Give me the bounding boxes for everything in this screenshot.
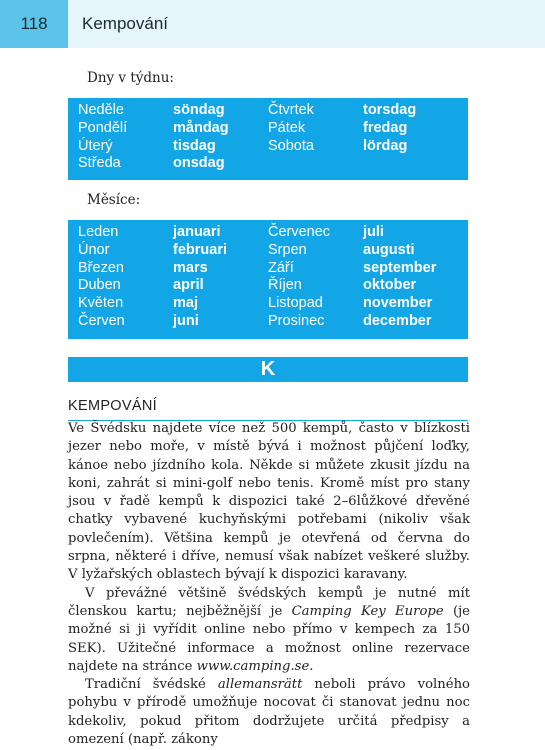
czech-term: Středa — [78, 155, 121, 172]
swedish-term: januari — [173, 224, 221, 240]
swedish-term: december — [363, 312, 432, 329]
czech-term: Duben — [78, 277, 121, 294]
running-title: Kempování — [82, 14, 168, 33]
swedish-term: februari — [173, 241, 227, 258]
swedish-term: augusti — [363, 241, 415, 258]
czech-term: Úterý — [78, 137, 113, 154]
czech-term: Červenec — [268, 224, 331, 240]
czech-term: Neděle — [78, 102, 124, 118]
czech-term: Říjen — [268, 277, 302, 294]
paragraph-3 — [68, 676, 470, 749]
paragraph-1: Ve Švédsku najdete více než 500 kempů, často v blízkosti jezer nebo moře, v místě bývá i možnost půjčení loďky, kánoe nebo jízdního kola. Někde si můžete zkusit jízdu na koni, zahrát si mini-golf nebo tenis. Kromě míst pro stany jsou v řadě kempů k dispozici také 2–6lůžkové dřevěné chatky vybavené kuchyňskými potřebami (nikoliv však povlečením). Většina kempů je otevřená od června do srpna, některé i dříve, nemusí však nabízet veškeré služby. V lyžařských oblastech bývají k dispozici karavany. — [68, 421, 470, 583]
paragraph-2-text-b: (je možné si ji vyřídit online nebo přímo v kempech za 150 SEK). Užitečné informace a možnost online rezervace najdete na stránce — [68, 603, 470, 674]
swedish-term: september — [363, 259, 437, 276]
czech-term: Čtvrtek — [268, 102, 314, 118]
swedish-term: fredag — [363, 119, 408, 136]
swedish-term: söndag — [173, 102, 225, 118]
czech-term: Září — [268, 259, 294, 276]
czech-term: Pátek — [268, 119, 306, 136]
swedish-term: november — [363, 295, 433, 312]
swedish-term: måndag — [173, 119, 229, 136]
camping-url: www.camping.se — [196, 658, 310, 674]
section-letter-bar — [68, 357, 468, 382]
swedish-term: lördag — [363, 137, 408, 154]
swedish-term: maj — [173, 295, 198, 312]
czech-term: Pondělí — [78, 119, 128, 136]
swedish-term: oktober — [363, 277, 417, 294]
czech-term: Srpen — [268, 241, 307, 258]
paragraph-3-text-a: Tradiční švédské — [85, 677, 218, 693]
swedish-term: juni — [173, 312, 199, 329]
days-label: Dny v týdnu: — [87, 70, 174, 86]
paragraph-2 — [68, 585, 470, 676]
paragraph-3-text-b: neboli právo volného pohybu v přírodě umožňuje nocovat či stanovat jednu noc kdekoliv, pokud přitom dodržujete určitá předpisy a omezení (např. zákony — [68, 677, 470, 748]
months-label: Měsíce: — [87, 192, 141, 208]
swedish-term: tisdag — [173, 137, 216, 154]
swedish-term: mars — [173, 259, 208, 276]
czech-term: Leden — [78, 224, 119, 240]
article-body — [68, 420, 470, 749]
czech-term: Květen — [78, 295, 124, 312]
section-letter: K — [260, 358, 276, 380]
allemansratt: allemansrätt — [217, 677, 303, 693]
paragraph-2-text-a: V převážné většině švédských kempů je nutné mít členskou kartu; nejběžnější je — [68, 585, 470, 619]
swedish-term: juli — [363, 224, 384, 240]
months-table — [68, 220, 468, 339]
page-number: 118 — [0, 0, 68, 48]
article-heading: KEMPOVÁNÍ — [68, 398, 157, 414]
swedish-term: onsdag — [173, 155, 225, 172]
swedish-term: april — [173, 277, 204, 294]
czech-term: Únor — [78, 241, 110, 258]
swedish-term: torsdag — [363, 102, 417, 118]
czech-term: Červen — [78, 312, 125, 329]
camping-key-europe: Camping Key Europe — [291, 603, 444, 619]
czech-term: Listopad — [268, 295, 323, 312]
czech-term: Březen — [78, 259, 124, 276]
czech-term: Prosinec — [268, 312, 325, 329]
czech-term: Sobota — [268, 137, 314, 154]
paragraph-2-text-c: . — [309, 658, 314, 674]
days-table — [68, 98, 468, 180]
